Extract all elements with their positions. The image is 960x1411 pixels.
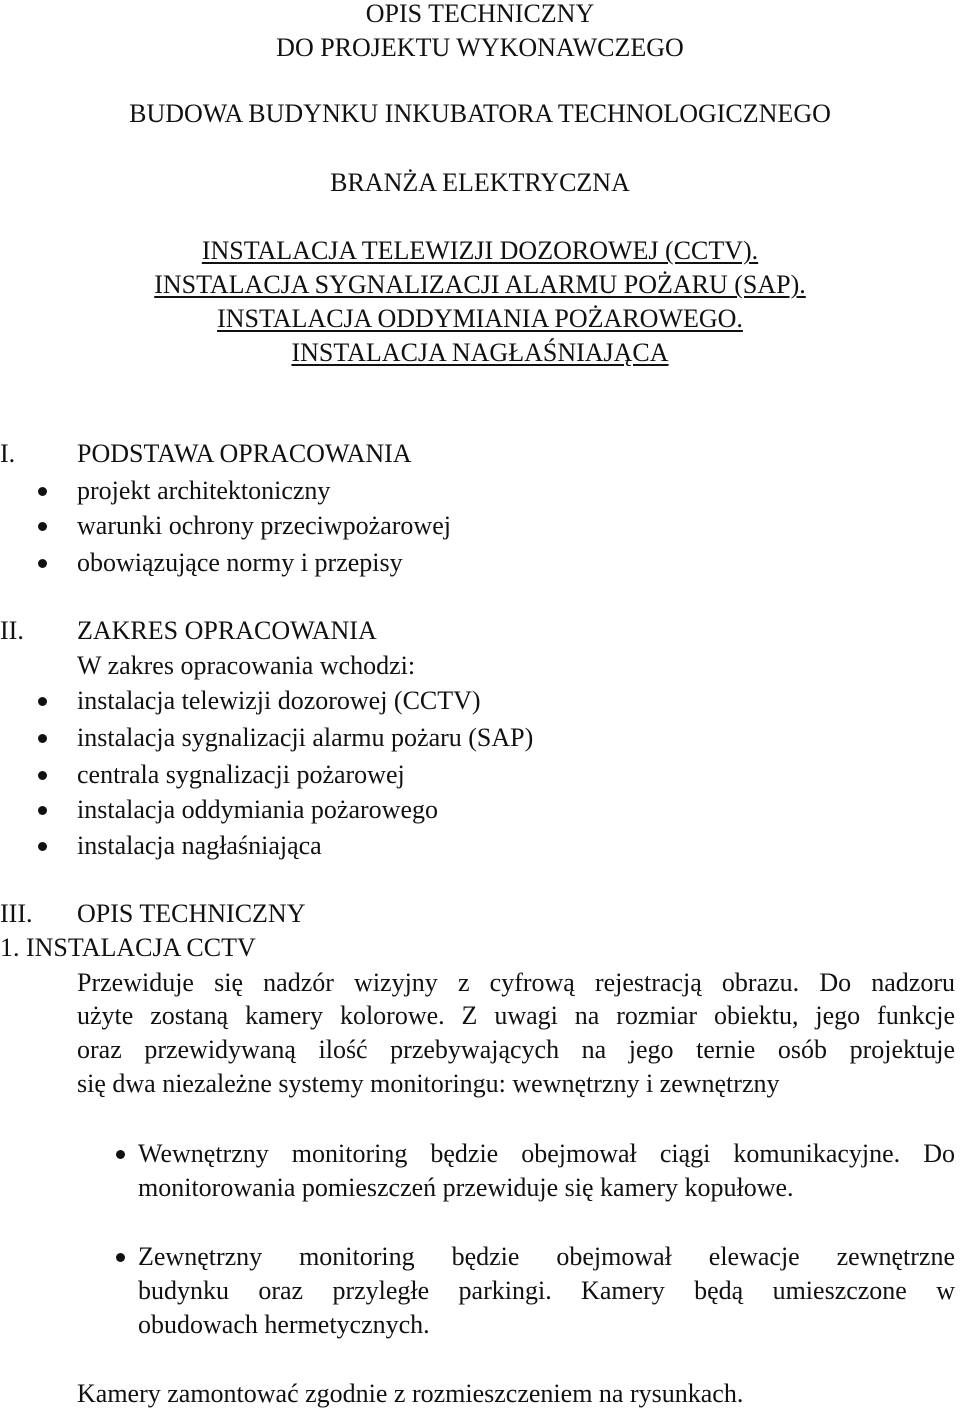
bullet-icon bbox=[38, 697, 47, 706]
section1-number: I. bbox=[0, 439, 16, 468]
installation-title-4-text: INSTALACJA NAGŁAŚNIAJĄCA bbox=[291, 338, 669, 367]
closing-sentence: Kamery zamontować zgodnie z rozmieszczeniem na rysunkach. bbox=[77, 1379, 744, 1408]
installation-title-1-text: INSTALACJA TELEWIZJI DOZOROWEJ (CCTV). bbox=[201, 236, 759, 265]
installation-title-2-text: INSTALACJA SYGNALIZACJI ALARMU POŻARU (SAP). bbox=[154, 270, 806, 299]
bullet-icon bbox=[116, 1253, 125, 1262]
bullet-icon bbox=[38, 487, 47, 496]
monitoring-external-line: budynku oraz przyległe parkingi. Kamery będą umieszczone w bbox=[138, 1276, 955, 1305]
section1-title: PODSTAWA OPRACOWANIA bbox=[77, 439, 412, 468]
cctv-paragraph-line: Przewiduje się nadzór wizyjny z cyfrową rejestracją obrazu. Do nadzoru bbox=[77, 968, 955, 997]
cctv-paragraph-line: oraz przewidywaną ilość przebywających na jego ternie osób projektuje bbox=[77, 1035, 955, 1064]
installation-title-3 bbox=[0, 302, 960, 336]
branch-name: BRANŻA ELEKTRYCZNA bbox=[330, 168, 630, 197]
bullet-icon bbox=[116, 1150, 125, 1159]
installation-title-4 bbox=[0, 336, 960, 370]
monitoring-external-line: obudowach hermetycznych. bbox=[138, 1310, 430, 1339]
section1-item: warunki ochrony przeciwpożarowej bbox=[77, 511, 451, 540]
section2-item: centrala sygnalizacji pożarowej bbox=[77, 760, 405, 789]
cctv-paragraph-line: się dwa niezależne systemy monitoringu: wewnętrzny i zewnętrzny bbox=[77, 1069, 780, 1098]
monitoring-external-line: Zewnętrzny monitoring będzie obejmował elewacje zewnętrzne bbox=[138, 1242, 955, 1271]
installation-title-3-text: INSTALACJA ODDYMIANIA POŻAROWEGO. bbox=[217, 304, 743, 333]
bullet-icon bbox=[38, 771, 47, 780]
section2-item: instalacja nagłaśniająca bbox=[77, 831, 322, 860]
subsection-cctv-title: 1. INSTALACJA CCTV bbox=[0, 933, 256, 962]
bullet-icon bbox=[38, 806, 47, 815]
section2-title: ZAKRES OPRACOWANIA bbox=[77, 616, 377, 645]
section2-item: instalacja oddymiania pożarowego bbox=[77, 795, 438, 824]
section2-item: instalacja sygnalizacji alarmu pożaru (SAP) bbox=[77, 723, 534, 752]
project-name: BUDOWA BUDYNKU INKUBATORA TECHNOLOGICZNEGO bbox=[129, 99, 831, 128]
installation-title-2 bbox=[0, 268, 960, 302]
section2-number: II. bbox=[0, 616, 24, 645]
section2-intro: W zakres opracowania wchodzi: bbox=[77, 651, 416, 680]
doc-title-line2: DO PROJEKTU WYKONAWCZEGO bbox=[276, 33, 684, 62]
monitoring-internal-line: Wewnętrzny monitoring będzie obejmował ciągi komunikacyjne. Do bbox=[138, 1139, 955, 1168]
cctv-paragraph-line: użyte zostaną kamery kolorowe. Z uwagi na rozmiar obiektu, jego funkcje bbox=[77, 1001, 955, 1030]
bullet-icon bbox=[38, 559, 47, 568]
monitoring-internal-line: monitorowania pomieszczeń przewiduje się kamery kopułowe. bbox=[138, 1173, 794, 1202]
section1-item: obowiązujące normy i przepisy bbox=[77, 548, 403, 577]
bullet-icon bbox=[38, 842, 47, 851]
installation-title-1 bbox=[0, 234, 960, 268]
doc-title-line1: OPIS TECHNICZNY bbox=[365, 0, 595, 28]
bullet-icon bbox=[38, 734, 47, 743]
section3-title: OPIS TECHNICZNY bbox=[77, 899, 306, 928]
section2-item: instalacja telewizji dozorowej (CCTV) bbox=[77, 686, 481, 715]
section1-item: projekt architektoniczny bbox=[77, 476, 331, 505]
section3-number: III. bbox=[0, 899, 33, 928]
bullet-icon bbox=[38, 522, 47, 531]
